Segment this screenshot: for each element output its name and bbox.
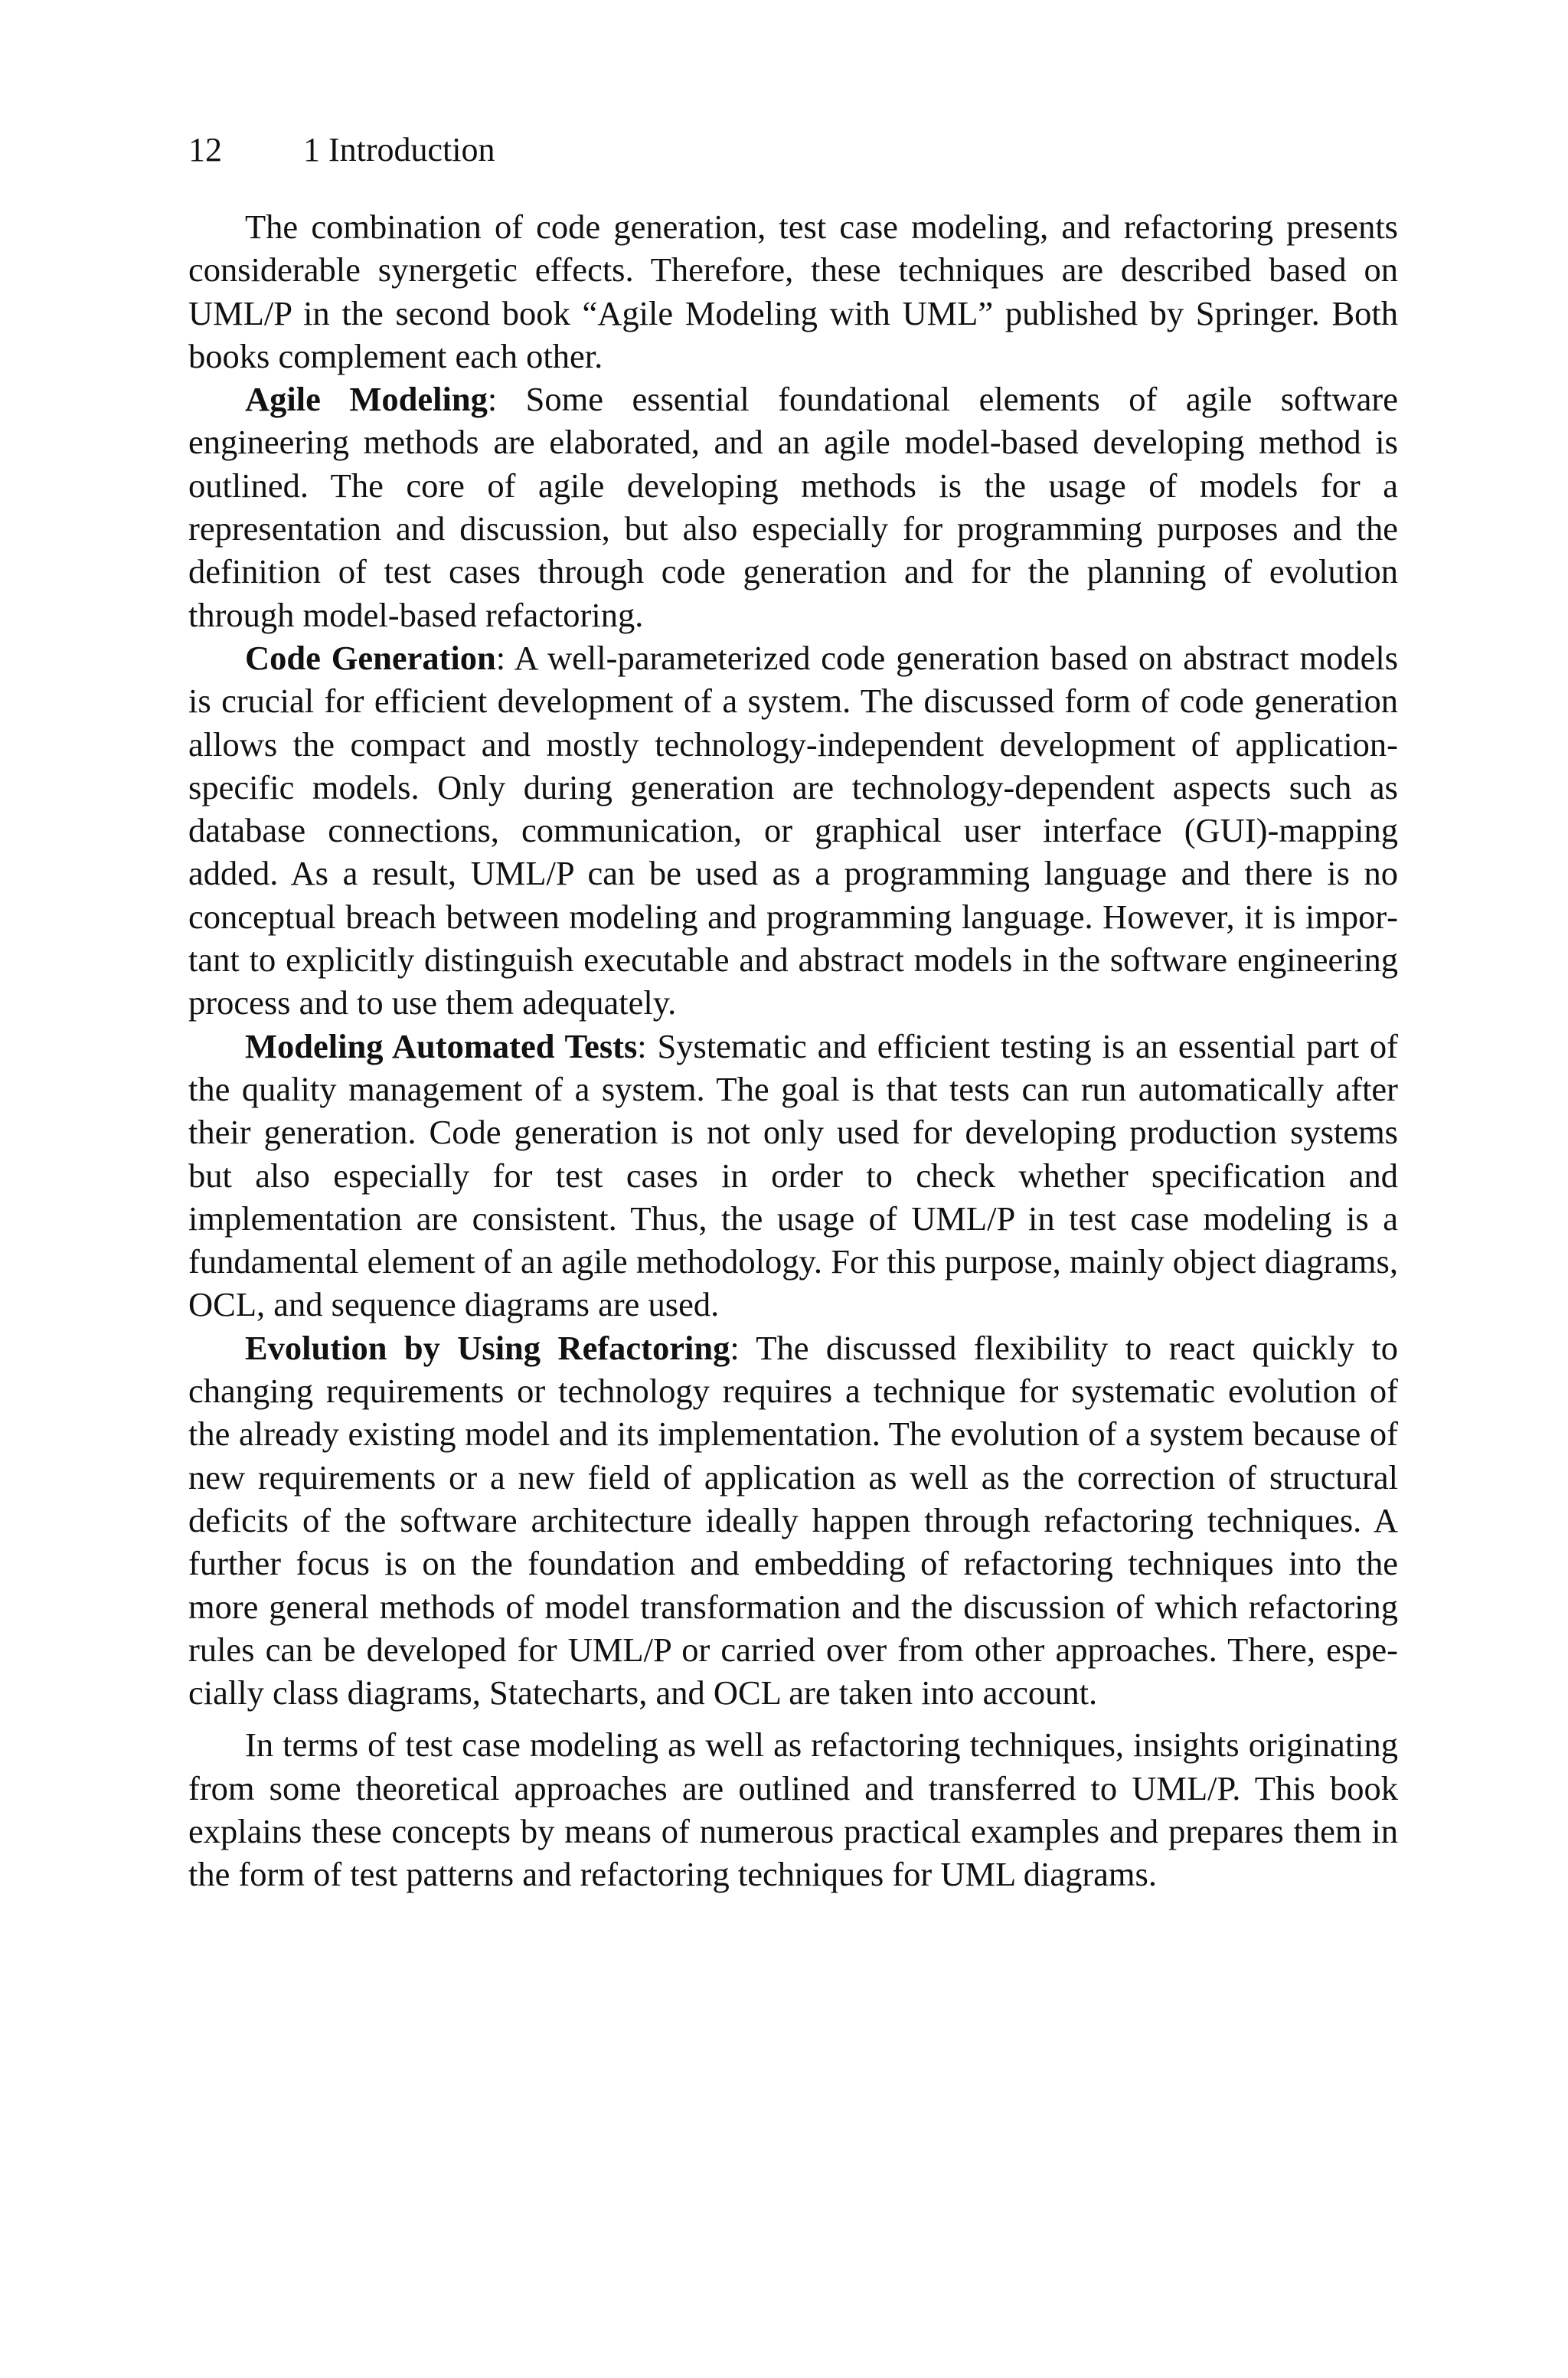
paragraph-agile-modeling [188,378,1398,636]
paragraph-conclusion [188,1723,1398,1896]
running-head [188,129,495,172]
chapter-title: 1 Introduction [303,131,495,168]
paragraph-lead: Modeling Automated Tests [245,1026,638,1065]
paragraph-text: The combination of code generation, test case modeling, and refactoring presents considerable synergetic effects. Therefore, these techniques are described based on UML/P in the second book “Agile Modeling with UML” published by Springer. Both books complement each other. [188,208,1398,375]
paragraph-code-generation [188,636,1398,1025]
paragraph-evolution-refactoring [188,1326,1398,1715]
paragraph-text: : Some essential foundational elements of agile software engineering methods are elaborated, and an agile model-based developing method is outlined. The core of agile developing methods is the usage of models for a representation and discussion, but also especially for programming purposes and the definition of test cases through code generation and for the planning of evolution through model-based refactoring. [188,380,1398,634]
paragraph-text: : The discussed flexibility to react quickly to changing requirements or technology requires a technique for systematic evolution of the already existing model and its implementation. The evolution of a system because of new requirements or a new field of application as well as the correction of structural deficits of the software architecture ideally happen through refactoring techniques. A further focus is on the foundation and embedding of refactoring techniques into the more general methods of model transformation and the discussion of which refactoring rules can be developed for UML/P or carried over from other approaches. There, especially class diagrams, Statecharts, and OCL are taken into account. [188,1328,1398,1712]
paragraph-text: In terms of test case modeling as well as refactoring techniques, insights originating from some theoretical approaches are outlined and transferred to UML/P. This book explains these concepts by means of numerous practical examples and prepares them in the form of test patterns and refactoring techniques for UML diagrams. [188,1725,1398,1894]
paragraph-lead: Agile Modeling [245,380,488,419]
paragraph-lead: Evolution by Using Refactoring [245,1328,730,1367]
paragraph-text: : Systematic and efficient testing is an essential part of the quality management of a system. The goal is that tests can run automatically after their generation. Code generation is not only used for developing production systems but also especially for test cases in order to check whether specification and implementation are consistent. Thus, the usage of UML/P in test case modeling is a fundamental element of an agile methodology. For this purpose, mainly object diagrams, OCL, and sequence diagrams are used. [188,1026,1398,1324]
paragraph-lead: Code Generation [245,638,496,677]
paragraph-modeling-automated-tests [188,1025,1398,1326]
page-number: 12 [188,131,222,168]
paragraph-text: : A well-parameterized code generation based on abstract models is crucial for efficient development of a system. The discussed form of code generation allows the compact and mostly technology-independent development of application-specific models. Only during generation are technology-dependent aspects such as database connections, communication, or graphical user interface (GUI)-mapping added. As a result, UML/P can be used as a programming language and there is no conceptual breach between modeling and programming language. However, it is important to explicitly distinguish executable and abstract models in the software engineering process and to use them adequately. [188,638,1399,1022]
paragraph-intro [188,205,1398,378]
body-text [188,205,1398,1896]
